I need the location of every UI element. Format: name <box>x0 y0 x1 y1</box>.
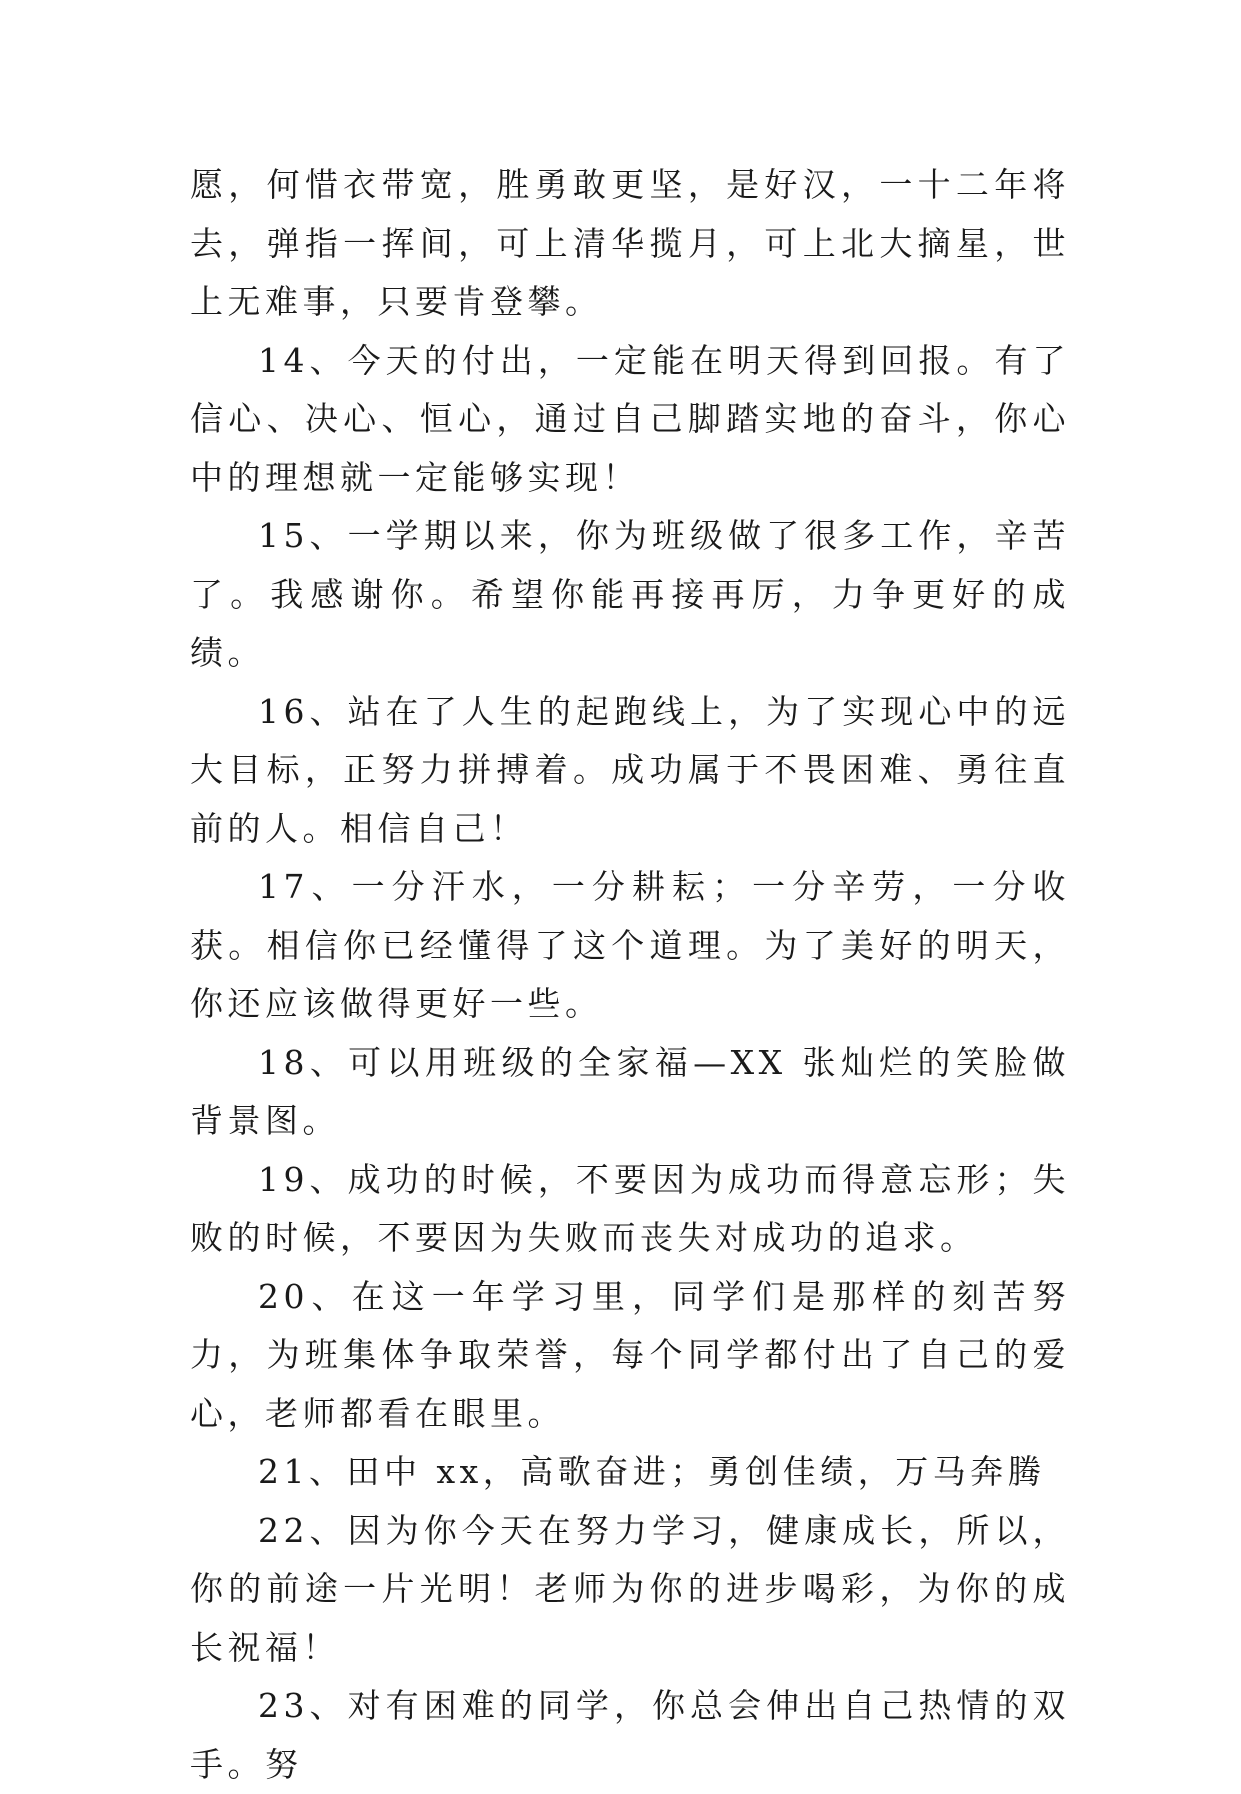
paragraph-21: 21、田中 xx，高歌奋进；勇创佳绩，万马奔腾 <box>258 1452 1046 1491</box>
paragraph-19: 19、成功的时候，不要因为成功而得意忘形；失败的时候，不要因为失败而丧失对成功的追求。 <box>190 1159 1070 1257</box>
paragraph-continuation: 愿，何惜衣带宽，胜勇敢更坚，是好汉，一十二年将去，弹指一挥间，可上清华揽月，可上北大摘星，世上无难事，只要肯登攀。 <box>190 165 1070 321</box>
paragraph-20: 20、在这一年学习里，同学们是那样的刻苦努力，为班集体争取荣誉，每个同学都付出了自己的爱心，老师都看在眼里。 <box>190 1276 1070 1433</box>
paragraph-22: 22、因为你今天在努力学习，健康成长，所以，你的前途一片光明！老师为你的进步喝彩，为你的成长祝福！ <box>190 1510 1070 1667</box>
paragraph-15: 15、一学期以来，你为班级做了很多工作，辛苦了。我感谢你。希望你能再接再厉，力争更好的成绩。 <box>190 516 1070 672</box>
paragraph-18: 18、可以用班级的全家福—XX 张灿烂的笑脸做背景图。 <box>190 1042 1070 1140</box>
paragraph-23: 23、对有困难的同学，你总会伸出自己热情的双手。努 <box>190 1686 1070 1784</box>
paragraph-16: 16、站在了人生的起跑线上，为了实现心中的远大目标，正努力拼搏着。成功属于不畏困难、勇往直前的人。相信自己！ <box>190 691 1070 848</box>
paragraph-14: 14、今天的付出，一定能在明天得到回报。有了信心、决心、恒心，通过自己脚踏实地的奋斗，你心中的理想就一定能够实现！ <box>190 340 1070 497</box>
paragraph-17: 17、一分汗水，一分耕耘；一分辛劳，一分收获。相信你已经懂得了这个道理。为了美好的明天，你还应该做得更好一些。 <box>190 867 1070 1023</box>
document-body <box>190 156 1070 1794</box>
